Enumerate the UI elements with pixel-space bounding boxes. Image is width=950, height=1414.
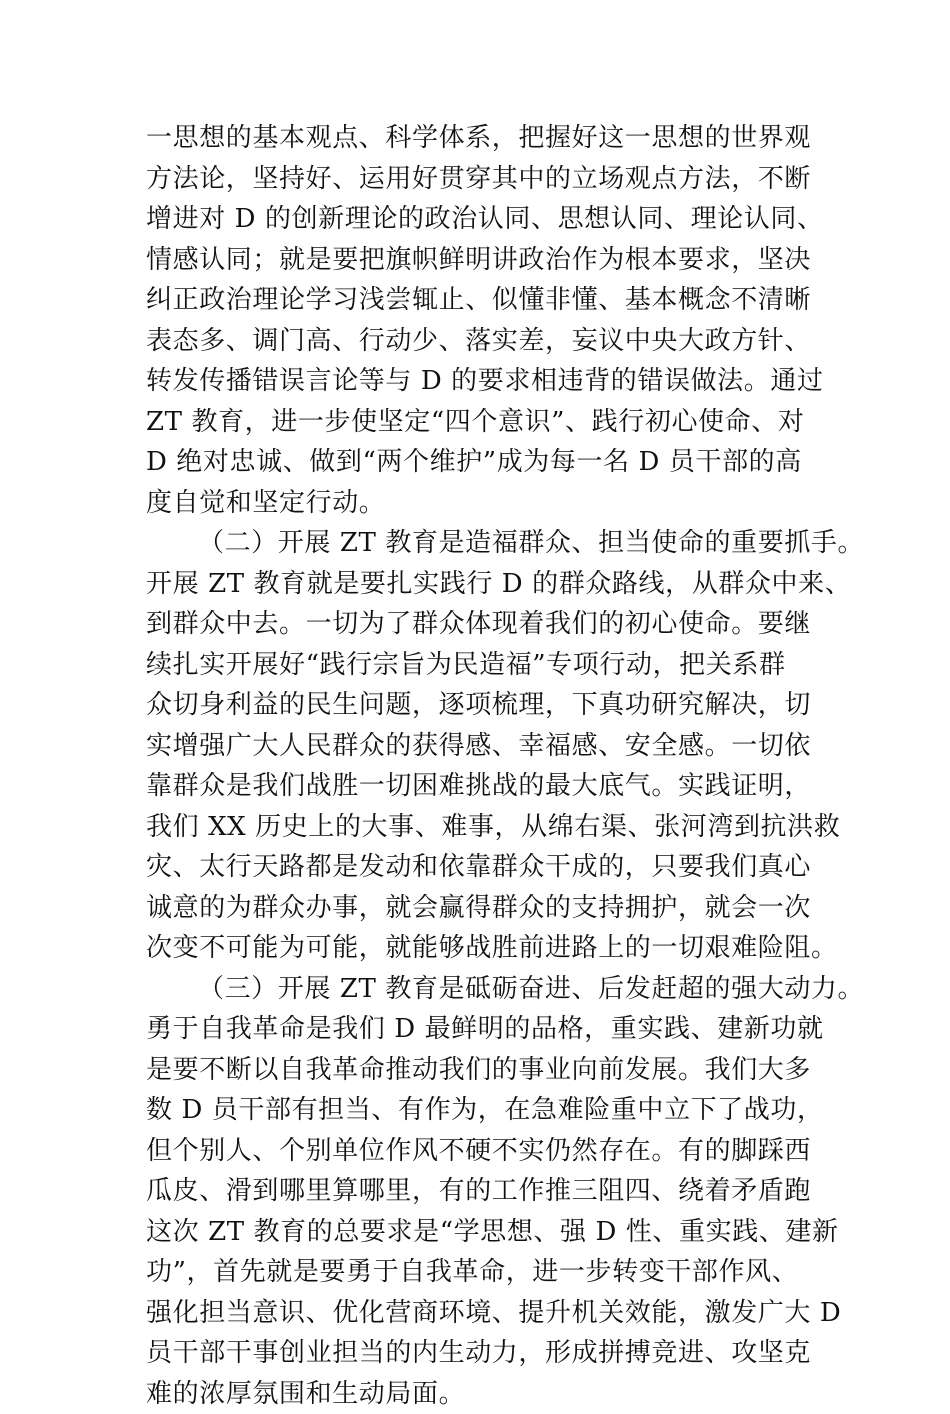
- text-line: 诚意的为群众办事，就会赢得群众的支持拥护，就会一次: [146, 888, 826, 929]
- text-line: 转发传播错误言论等与 D 的要求相违背的错误做法。通过: [146, 361, 826, 402]
- text-line: 靠群众是我们战胜一切困难挑战的最大底气。实践证明，: [146, 766, 826, 807]
- text-line: 瓜皮、滑到哪里算哪里，有的工作推三阻四、绕着矛盾跑: [146, 1171, 826, 1212]
- text-line: 数 D 员干部有担当、有作为，在急难险重中立下了战功，: [146, 1090, 826, 1131]
- text-line: 情感认同；就是要把旗帜鲜明讲政治作为根本要求，坚决: [146, 240, 826, 281]
- text-line: 难的浓厚氛围和生动局面。: [146, 1374, 826, 1414]
- text-line: 增进对 D 的创新理论的政治认同、思想认同、理论认同、: [146, 199, 826, 240]
- text-line: 实增强广大人民群众的获得感、幸福感、安全感。一切依: [146, 726, 826, 767]
- text-line: 员干部干事创业担当的内生动力，形成拼搏竞进、攻坚克: [146, 1333, 826, 1374]
- text-line: 开展 ZT 教育就是要扎实践行 D 的群众路线，从群众中来、: [146, 564, 826, 605]
- text-line: 我们 XX 历史上的大事、难事，从绵右渠、张河湾到抗洪救: [146, 807, 826, 848]
- text-line: 功”，首先就是要勇于自我革命，进一步转变干部作风、: [146, 1252, 826, 1293]
- text-line: 是要不断以自我革命推动我们的事业向前发展。我们大多: [146, 1050, 826, 1091]
- text-line: 但个别人、个别单位作风不硬不实仍然存在。有的脚踩西: [146, 1131, 826, 1172]
- text-line: 度自觉和坚定行动。: [146, 483, 826, 524]
- text-line: 到群众中去。一切为了群众体现着我们的初心使命。要继: [146, 604, 826, 645]
- text-line: 一思想的基本观点、科学体系，把握好这一思想的世界观: [146, 118, 826, 159]
- text-line: D 绝对忠诚、做到“两个维护”成为每一名 D 员干部的高: [146, 442, 826, 483]
- text-line: 勇于自我革命是我们 D 最鲜明的品格，重实践、建新功就: [146, 1009, 826, 1050]
- text-line: 方法论，坚持好、运用好贯穿其中的立场观点方法，不断: [146, 159, 826, 200]
- text-line: 续扎实开展好“践行宗旨为民造福”专项行动，把关系群: [146, 645, 826, 686]
- text-line: ZT 教育，进一步使坚定“四个意识”、践行初心使命、对: [146, 402, 826, 443]
- text-line: 纠正政治理论学习浅尝辄止、似懂非懂、基本概念不清晰: [146, 280, 826, 321]
- text-line: 强化担当意识、优化营商环境、提升机关效能，激发广大 D: [146, 1293, 826, 1334]
- text-line: 次变不可能为可能，就能够战胜前进路上的一切艰难险阻。: [146, 928, 826, 969]
- text-line: 灾、太行天路都是发动和依靠群众干成的，只要我们真心: [146, 847, 826, 888]
- text-line: 表态多、调门高、行动少、落实差，妄议中央大政方针、: [146, 321, 826, 362]
- text-line: 众切身利益的民生问题，逐项梳理，下真功研究解决，切: [146, 685, 826, 726]
- text-line: 这次 ZT 教育的总要求是“学思想、强 D 性、重实践、建新: [146, 1212, 826, 1253]
- body-text: [146, 118, 826, 1414]
- section-heading-2: （二）开展 ZT 教育是造福群众、担当使命的重要抓手。: [146, 523, 826, 564]
- section-heading-3: （三）开展 ZT 教育是砥砺奋进、后发赶超的强大动力。: [146, 969, 826, 1010]
